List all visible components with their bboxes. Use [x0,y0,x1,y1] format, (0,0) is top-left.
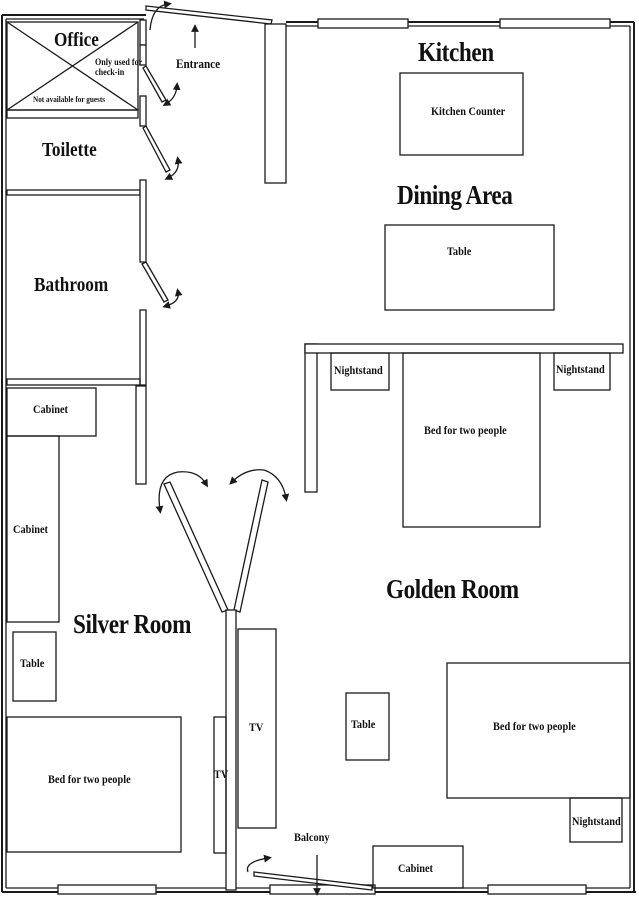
kitchen-label: Kitchen [418,37,494,67]
nightstand-right-label: Nightstand [556,362,605,376]
entrance-label: Entrance [176,56,221,71]
balcony-cabinet-label: Cabinet [398,861,433,875]
bathroom-label: Bathroom [34,274,109,296]
silver-tv [214,717,229,853]
outer-walls [2,15,636,892]
toilette-label: Toilette [42,139,97,161]
kitchen-counter-label: Kitchen Counter [431,104,506,118]
balcony-label: Balcony [294,830,330,844]
silver-cabinet-side-label: Cabinet [13,522,48,536]
office-checkin-note: Only used for check-in [95,57,143,77]
dining-table-label: Table [447,244,472,258]
golden-bed-top-label: Bed for two people [424,423,507,437]
nightstand-left-label: Nightstand [334,363,383,377]
golden-room-label: Golden Room [386,574,519,604]
golden-bed-top [403,353,540,527]
office-guests-note: Not available for guests [33,95,106,104]
golden-table-label: Table [351,717,376,731]
dining-table [385,225,554,310]
silver-tv-label: TV [214,767,229,781]
office-door [140,45,177,104]
silver-bed-label: Bed for two people [48,772,131,786]
golden-bed-bottom-label: Bed for two people [493,719,576,733]
office-label: Office [54,29,99,51]
dining-area-label: Dining Area [397,180,513,210]
golden-tv-label: TV [249,720,264,734]
golden-nightstand-bottom-label: Nightstand [572,814,621,828]
kitchen-partition-wall [265,24,286,183]
silver-cabinet-top-label: Cabinet [33,402,68,416]
silver-table-label: Table [20,656,45,670]
entrance-door [146,4,272,48]
silver-room-label: Silver Room [73,609,192,639]
